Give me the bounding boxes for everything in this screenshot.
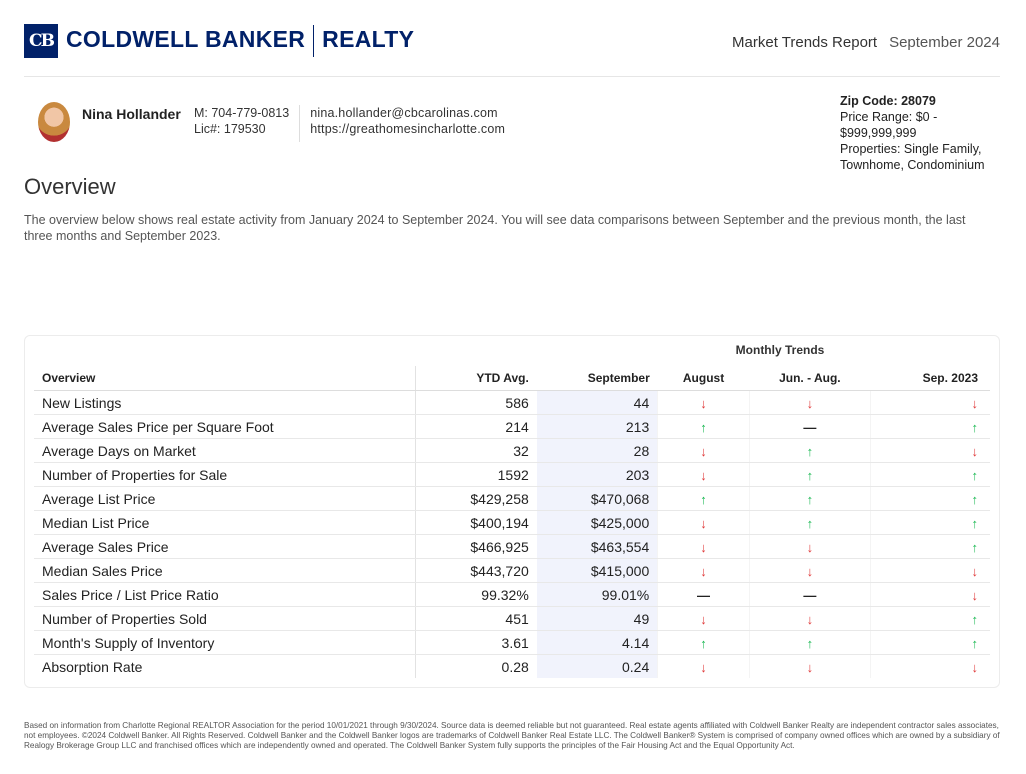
arrow-down-icon: ↓ <box>971 587 978 603</box>
table-row <box>34 415 990 439</box>
table-row <box>34 607 990 631</box>
metric-label: New Listings <box>34 391 416 415</box>
table-row <box>34 559 990 583</box>
sep-2023-trend <box>870 559 990 583</box>
brand-secondary: REALTY <box>322 26 415 53</box>
ytd-value: 3.61 <box>416 631 537 655</box>
no-change-icon: — <box>697 587 711 603</box>
jun-aug-trend <box>749 463 870 487</box>
metric-label: Average Sales Price <box>34 535 416 559</box>
september-value: 4.14 <box>537 631 658 655</box>
metric-label: Number of Properties Sold <box>34 607 416 631</box>
jun-aug-trend <box>749 487 870 511</box>
table-row <box>34 583 990 607</box>
august-trend <box>658 391 750 415</box>
arrow-up-icon: ↑ <box>971 539 978 555</box>
metric-label: Median Sales Price <box>34 559 416 583</box>
ytd-value: $466,925 <box>416 535 537 559</box>
arrow-down-icon: ↓ <box>806 395 814 411</box>
arrow-down-icon: ↓ <box>700 611 707 627</box>
arrow-up-icon: ↑ <box>700 419 707 435</box>
col-header-ytd: YTD Avg. <box>416 366 537 391</box>
arrow-up-icon: ↑ <box>971 515 978 531</box>
jun-aug-trend <box>749 607 870 631</box>
table-row <box>34 535 990 559</box>
arrow-down-icon: ↓ <box>971 563 978 579</box>
cb-logo-mark: CB <box>24 24 58 58</box>
disclaimer: Based on information from Charlotte Regional REALTOR Association for the period 10/01/2021 through 9/30/2024. Source data is deemed reliable but not guaranteed. Real estate agents affiliated with Coldwell Banker Realty are independent contractor sales associates, not employees. ©2024 Coldwell Banker. All Rights Reserved. Coldwell Banker and the Coldwell Banker logos are trademarks of Coldwell Banker Real Estate LLC. The Coldwell Banker® System is comprised of company owned offices which are owned by a subsidiary of Realogy Brokerage Group LLC and franchised offices which are independently owned and operated. The Coldwell Banker System fully supports the principles of the Fair Housing Act and the Equal Opportunity Act. <box>24 721 1000 750</box>
arrow-up-icon: ↑ <box>806 515 814 531</box>
trends-table <box>34 366 990 678</box>
col-header-september: September <box>537 366 658 391</box>
arrow-up-icon: ↑ <box>700 635 707 651</box>
jun-aug-trend <box>749 583 870 607</box>
monthly-trends-header: Monthly Trends <box>735 343 825 357</box>
september-value: 0.24 <box>537 655 658 679</box>
no-change-icon: — <box>803 587 817 603</box>
arrow-down-icon: ↓ <box>700 443 707 459</box>
arrow-up-icon: ↑ <box>971 491 978 507</box>
agent-links <box>300 105 505 142</box>
august-trend <box>658 463 750 487</box>
september-value: 213 <box>537 415 658 439</box>
september-value: 49 <box>537 607 658 631</box>
metric-label: Average Days on Market <box>34 439 416 463</box>
metric-label: Absorption Rate <box>34 655 416 679</box>
august-trend <box>658 583 750 607</box>
sep-2023-trend <box>870 583 990 607</box>
brand-wordmark <box>66 25 414 57</box>
price-range: Price Range: $0 - $999,999,999 <box>840 110 938 140</box>
metric-label: Number of Properties for Sale <box>34 463 416 487</box>
arrow-up-icon: ↑ <box>971 635 978 651</box>
sep-2023-trend <box>870 511 990 535</box>
jun-aug-trend <box>749 535 870 559</box>
sep-2023-trend <box>870 487 990 511</box>
brand-logo <box>24 24 414 58</box>
sep-2023-trend <box>870 415 990 439</box>
arrow-down-icon: ↓ <box>700 395 707 411</box>
sep-2023-trend <box>870 631 990 655</box>
page-title: Overview <box>24 174 116 199</box>
jun-aug-trend <box>749 391 870 415</box>
col-header-sep-2023: Sep. 2023 <box>870 366 990 391</box>
ytd-value: $443,720 <box>416 559 537 583</box>
september-value: $425,000 <box>537 511 658 535</box>
arrow-down-icon: ↓ <box>971 395 978 411</box>
august-trend <box>658 511 750 535</box>
sep-2023-trend <box>870 463 990 487</box>
ytd-value: 99.32% <box>416 583 537 607</box>
col-header-august: August <box>658 366 750 391</box>
table-row <box>34 463 990 487</box>
arrow-down-icon: ↓ <box>806 563 814 579</box>
september-value: 44 <box>537 391 658 415</box>
report-filters <box>840 93 1000 173</box>
august-trend <box>658 487 750 511</box>
metric-label: Average Sales Price per Square Foot <box>34 415 416 439</box>
arrow-down-icon: ↓ <box>971 659 978 675</box>
table-row <box>34 439 990 463</box>
arrow-down-icon: ↓ <box>700 467 707 483</box>
table-row <box>34 655 990 679</box>
ytd-value: $429,258 <box>416 487 537 511</box>
agent-contact <box>194 105 300 142</box>
table-header-row <box>34 366 990 391</box>
august-trend <box>658 535 750 559</box>
ytd-value: 1592 <box>416 463 537 487</box>
arrow-down-icon: ↓ <box>700 563 707 579</box>
september-value: 99.01% <box>537 583 658 607</box>
august-trend <box>658 415 750 439</box>
arrow-up-icon: ↑ <box>971 419 978 435</box>
report-title-text: Market Trends Report <box>732 34 878 51</box>
arrow-down-icon: ↓ <box>806 539 814 555</box>
agent-name: Nina Hollander <box>82 106 181 122</box>
table-row <box>34 487 990 511</box>
sep-2023-trend <box>870 655 990 679</box>
sep-2023-trend <box>870 535 990 559</box>
metric-label: Sales Price / List Price Ratio <box>34 583 416 607</box>
zip-code: Zip Code: 28079 <box>840 94 936 108</box>
september-value: 28 <box>537 439 658 463</box>
arrow-up-icon: ↑ <box>971 611 978 627</box>
col-header-overview: Overview <box>34 366 416 391</box>
august-trend <box>658 439 750 463</box>
august-trend <box>658 631 750 655</box>
table-row <box>34 511 990 535</box>
table-row <box>34 391 990 415</box>
september-value: $470,068 <box>537 487 658 511</box>
jun-aug-trend <box>749 439 870 463</box>
overview-description: The overview below shows real estate activity from January 2024 to September 2024. You will see data comparisons between September and the previous month, the last three months and September 2023. <box>24 213 966 243</box>
arrow-up-icon: ↑ <box>806 635 814 651</box>
arrow-up-icon: ↑ <box>971 467 978 483</box>
ytd-value: 214 <box>416 415 537 439</box>
ytd-value: 0.28 <box>501 658 529 675</box>
report-date: September 2024 <box>889 34 1000 51</box>
no-change-icon: — <box>803 419 817 435</box>
sep-2023-trend <box>870 439 990 463</box>
sep-2023-trend <box>870 391 990 415</box>
avatar <box>38 102 70 142</box>
arrow-up-icon: ↑ <box>806 467 814 483</box>
jun-aug-trend <box>749 415 870 439</box>
metric-label: Median List Price <box>34 511 416 535</box>
agent-phone[interactable]: M: 704-779-0813 <box>194 106 290 120</box>
jun-aug-trend <box>749 631 870 655</box>
ytd-value: 32 <box>416 439 537 463</box>
agent-license: Lic#: 179530 <box>194 122 266 136</box>
agent-card <box>38 102 505 142</box>
brand-primary: COLDWELL BANKER <box>66 26 306 53</box>
september-value: $463,554 <box>537 535 658 559</box>
ytd-value: 586 <box>416 391 537 415</box>
ytd-value: $400,194 <box>416 511 537 535</box>
arrow-down-icon: ↓ <box>971 443 978 459</box>
report-header <box>24 24 1000 77</box>
brand-divider <box>313 25 314 57</box>
report-title <box>732 34 1000 51</box>
metric-label: Month's Supply of Inventory <box>34 631 416 655</box>
metric-label: Average List Price <box>34 487 416 511</box>
property-types: Properties: Single Family, Townhome, Condominium <box>840 142 985 172</box>
agent-website-link[interactable]: https://greathomesincharlotte.com <box>310 122 506 136</box>
jun-aug-trend <box>749 559 870 583</box>
jun-aug-trend <box>749 655 870 679</box>
agent-email-link[interactable]: nina.hollander@cbcarolinas.com <box>310 106 498 120</box>
arrow-up-icon: ↑ <box>806 443 814 459</box>
arrow-down-icon: ↓ <box>700 539 707 555</box>
arrow-down-icon: ↓ <box>700 659 707 675</box>
col-header-jun-aug: Jun. - Aug. <box>749 366 870 391</box>
arrow-down-icon: ↓ <box>806 611 814 627</box>
august-trend <box>658 655 750 679</box>
september-value: $415,000 <box>537 559 658 583</box>
sep-2023-trend <box>870 607 990 631</box>
table-row <box>34 631 990 655</box>
jun-aug-trend <box>749 511 870 535</box>
august-trend <box>658 607 750 631</box>
arrow-up-icon: ↑ <box>700 491 707 507</box>
september-value: 203 <box>537 463 658 487</box>
ytd-value: 451 <box>416 607 537 631</box>
august-trend <box>658 559 750 583</box>
arrow-down-icon: ↓ <box>700 515 707 531</box>
arrow-up-icon: ↑ <box>806 491 814 507</box>
arrow-down-icon: ↓ <box>806 659 814 675</box>
